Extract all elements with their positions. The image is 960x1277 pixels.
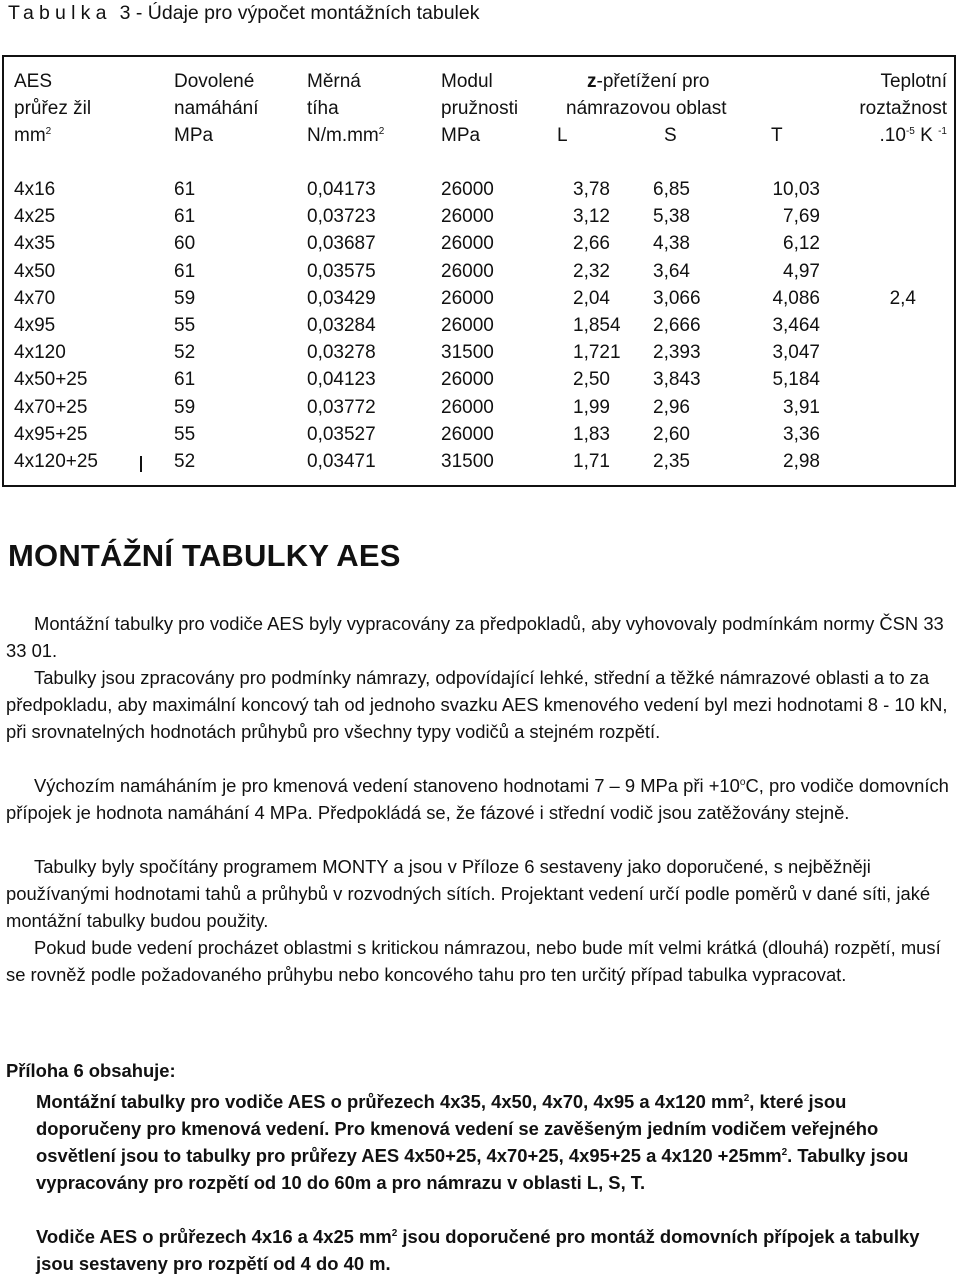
header-col3-line1: Měrná [307,71,361,92]
attachment-paragraph-1: Montážní tabulky pro vodiče AES o průřezech 4x35, 4x50, 4x70, 4x95 a 4x120 $mm^2$, které jsou doporučeny pro kmenová vedení. Pro kmenová vedení se zavěšeným jedním vodičem veřejného osvětlení jsou to tabulky pro průřezy AES 4x50+25, 4x70+25, 4x95+25 a $4x120 +25mm^2$. Tabulky jsou vypracovány pro rozpětí od 10 do 60m a pro námrazu v oblasti L, S, T. [36,1091,909,1193]
cell-z-L: 1,721 [573,342,621,364]
cell-specific-weight: 0,03284 [307,315,376,336]
cell-z-L: 2,32 [573,260,610,282]
cell-specific-weight: 0,03429 [307,287,376,309]
cell-stress: 61 [174,260,196,282]
cell-specific-weight: 0,03278 [307,342,376,364]
cell-specific-weight: 0,03772 [307,396,376,418]
header-col1-unit: $mm^2$ [14,125,52,146]
cell-stress: 52 [174,342,196,364]
cell-cross-section: 4x95 [14,315,56,336]
cell-z-T: 3,047 [772,342,820,364]
paragraph-5: Pokud bude vedení procházet oblastmi s kritickou námrazou, nebo bude mít velmi krátká (dlouhá) rozpětí, musí se rovněž podle požadovaného průhybu nebo koncového tahu pro ten určitý případ tabulka vypracovat. [6,937,941,985]
paragraph-4: Tabulky byly spočítány programem MONTY a jsou v Příloze 6 sestaveny jako doporučené, s nejběžněji používanými hodnotami tahů a průhybů v rozvodných sítích. Projektant vedení určí podle poměrů v dané síti, jaké montážní tabulky budou použity. [6,856,931,931]
expansion-value: 2,4 [889,288,916,309]
header-col3-unit: $N/m.mm^2$ [307,125,385,146]
header-col4-unit: MPa [441,125,481,146]
cell-stress: 59 [174,287,196,309]
cell-specific-weight: 0,03575 [307,260,376,282]
cell-stress: 60 [174,233,196,255]
paragraph-3: Výchozím namáháním je pro kmenová vedení stanoveno hodnotami 7 – 9 MPa při $+10^oC$, pro vodiče domovních přípojek je hodnota namáhání 4 MPa. Předpokládá se, že fázové i střední vodič jsou zatěžovány stejně. [6,775,949,823]
cell-z-T: 3,91 [783,396,820,418]
cell-stress: 52 [174,451,196,472]
cell-stress: 61 [174,369,196,391]
cell-z-L: 2,50 [573,369,610,391]
caption-title: 3 - Údaje pro výpočet montážních tabulek [119,2,480,24]
header-z-group-line1: z-přetížení pro [587,71,710,92]
table-caption [8,2,480,25]
header-col1-line1: AES [14,71,53,92]
cell-z-S: 2,666 [653,315,701,336]
cell-modulus: 26000 [441,233,494,255]
cell-z-S: 3,64 [653,260,690,282]
column-divider [140,456,142,472]
cell-z-L: 3,12 [573,206,610,228]
cell-modulus: 31500 [441,451,494,472]
cell-cross-section: 4x35 [14,233,56,255]
cell-specific-weight: 0,04173 [307,179,376,200]
cell-stress: 61 [174,206,196,228]
cell-z-T: 10,03 [772,179,820,200]
header-col8-unit: $.10^{-5}$ K $^{-1}$ [879,125,947,146]
cell-modulus: 26000 [441,396,494,418]
cell-specific-weight: 0,03527 [307,423,376,445]
cell-stress: 61 [174,179,196,200]
cell-specific-weight: 0,03687 [307,233,376,255]
cell-modulus: 26000 [441,287,494,309]
header-z-group-line2: námrazovou oblast [566,98,727,119]
section-heading: MONTÁŽNÍ TABULKY AES [8,538,401,573]
cell-stress: 55 [174,423,196,445]
cell-modulus: 26000 [441,369,494,391]
header-col2-unit: MPa [174,125,214,146]
cell-specific-weight: 0,03471 [307,451,376,472]
header-z-T: T [771,125,783,146]
cell-z-L: 1,83 [573,423,610,445]
cell-modulus: 26000 [441,179,494,200]
header-col2-line2: namáhání [174,98,259,119]
cell-modulus: 26000 [441,423,494,445]
cell-z-S: 6,85 [653,179,690,200]
cell-cross-section: 4x95+25 [14,423,88,445]
cell-z-T: 3,464 [772,315,820,336]
attachment-title: Příloha 6 obsahuje: [6,1060,176,1081]
cell-z-T: 5,184 [772,369,820,391]
cell-z-L: 3,78 [573,179,610,200]
cell-cross-section: 4x70 [14,287,56,309]
cell-z-T: 2,98 [783,451,820,472]
cell-cross-section: 4x16 [14,179,56,200]
cell-cross-section: 4x25 [14,206,56,228]
cell-cross-section: 4x120 [14,342,66,364]
cell-z-S: 5,38 [653,206,690,228]
cell-modulus: 26000 [441,260,494,282]
cell-cross-section: 4x70+25 [14,396,88,418]
cell-z-L: 2,66 [573,233,610,255]
cell-z-S: 2,393 [653,342,701,364]
header-col4-line1: Modul [441,71,493,92]
cell-modulus: 26000 [441,315,494,336]
caption-label: Tabulka [8,2,112,24]
cell-cross-section: 4x50 [14,260,56,282]
cell-specific-weight: 0,03723 [307,206,376,228]
cell-z-S: 2,35 [653,451,690,472]
header-col8-line1: Teplotní [880,71,947,92]
cell-z-L: 1,854 [573,315,621,336]
cell-modulus: 31500 [441,342,494,364]
cell-z-T: 4,086 [772,287,820,309]
header-col1-line2: průřez žil [14,98,92,119]
cell-z-T: 7,69 [783,206,820,228]
cell-z-S: 4,38 [653,233,690,255]
cell-stress: 59 [174,396,196,418]
cell-z-T: 3,36 [783,423,820,445]
cell-z-T: 6,12 [783,233,820,255]
header-z-S: S [664,125,677,146]
cell-z-L: 1,99 [573,396,610,418]
cell-cross-section: 4x50+25 [14,369,88,391]
paragraph-2: Tabulky jsou zpracovány pro podmínky námrazy, odpovídající lehké, střední a těžké námrazové oblasti a to za předpokladu, aby maximální koncový tah od jednoho svazku AES kmenového vedení byl mezi hodnotami 8 - 10 kN, při srovnatelných hodnotách průhybů pro všechny typy vodičů a stejném rozpětí. [6,667,948,742]
cell-z-T: 4,97 [783,260,820,282]
attachment-paragraph-2: Vodiče AES o průřezech 4x16 a 4x25 $mm^2$ jsou doporučené pro montáž domovních přípojek a tabulky jsou sestaveny pro rozpětí od 4 do 40 m. [36,1226,920,1274]
cell-z-L: 2,04 [573,287,610,309]
cell-z-S: 2,96 [653,396,690,418]
cell-stress: 55 [174,315,196,336]
cell-cross-section: 4x120+25 [14,451,98,472]
cell-z-S: 2,60 [653,423,690,445]
cell-z-S: 3,066 [653,287,701,309]
header-col4-line2: pružnosti [441,98,519,119]
header-col2-line1: Dovolené [174,71,255,92]
cell-z-L: 1,71 [573,451,610,472]
cell-specific-weight: 0,04123 [307,369,376,391]
cell-modulus: 26000 [441,206,494,228]
cell-z-S: 3,843 [653,369,701,391]
header-col8-line2: roztažnost [859,98,947,119]
header-z-L: L [557,125,568,146]
paragraph-1: Montážní tabulky pro vodiče AES byly vypracovány za předpokladů, aby vyhovovaly podmínkám normy ČSN 33 33 01. [6,613,944,661]
header-col3-line2: tíha [307,98,339,119]
